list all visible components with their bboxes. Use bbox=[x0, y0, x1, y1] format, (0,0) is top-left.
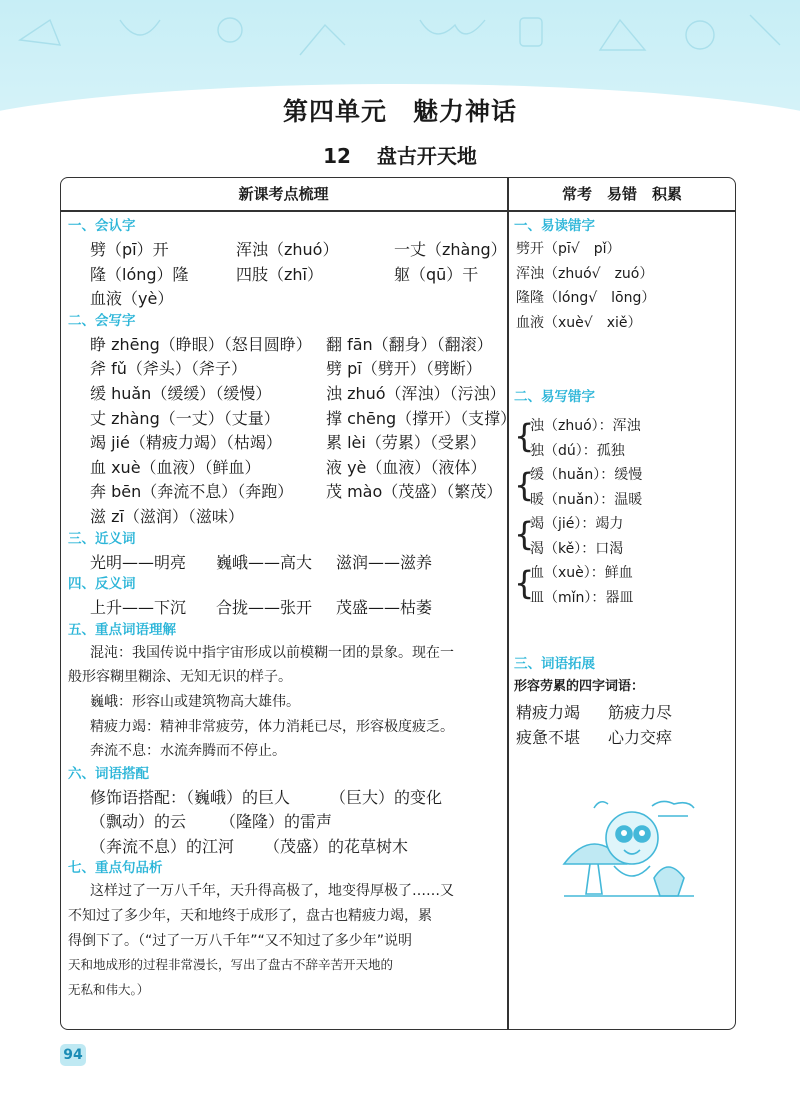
synonym-item: 光明——明亮 bbox=[90, 552, 187, 572]
misread-item: 隆隆（lóng√ lōng） bbox=[516, 290, 656, 307]
extension-row bbox=[514, 700, 732, 725]
write-row bbox=[68, 381, 506, 406]
write-item: 滋 zī（滋润）（滋味） bbox=[90, 506, 244, 526]
write-item: 累 lèi（劳累）（受累） bbox=[326, 433, 486, 453]
synonym-item: 滋润——滋养 bbox=[336, 552, 433, 572]
collocation-item: （茂盛）的花草树木 bbox=[264, 836, 409, 856]
miswrite-item: 渴（kě）：口渴 bbox=[530, 540, 624, 557]
left-column bbox=[68, 216, 517, 1002]
miswrite-item: 缓（huǎn）：缓慢 bbox=[530, 467, 643, 484]
write-item: 液 yè（血液）（液体） bbox=[326, 457, 487, 477]
antonym-row bbox=[68, 595, 502, 620]
recognize-item: 躯（qū）干 bbox=[394, 264, 479, 284]
brace-glyph: { bbox=[514, 417, 535, 456]
write-item: 翻 fān（翻身）（翻滚） bbox=[326, 334, 493, 354]
misread-item: 劈开（pī√ pǐ） bbox=[516, 241, 621, 257]
meaning-line: 混沌：我国传说中指宇宙形成以前模糊一团的景象。现在一 bbox=[90, 644, 454, 661]
extension-item: 心力交瘁 bbox=[608, 727, 673, 747]
recognize-item: 浑浊（zhuó） bbox=[236, 240, 339, 259]
section-title-miswrite: 二、易写错字 bbox=[514, 389, 595, 406]
lesson-title: 盘古开天地 bbox=[376, 144, 477, 168]
miswrite-item: 独（dú）：孤独 bbox=[530, 442, 625, 459]
write-item: 竭 jié（精疲力竭）（枯竭） bbox=[90, 433, 282, 453]
miswrite-pair bbox=[514, 463, 732, 512]
write-item: 斧 fǔ（斧头）（斧子） bbox=[90, 359, 247, 379]
write-item: 丈 zhàng（一丈）（丈量） bbox=[90, 408, 280, 428]
write-row bbox=[68, 479, 502, 504]
write-item: 睁 zhēng（睁眼）（怒目圆睁） bbox=[90, 334, 312, 354]
brace-glyph: { bbox=[514, 564, 535, 603]
meaning-line: 般形容糊里糊涂、无知无识的样子。 bbox=[68, 669, 292, 686]
write-row bbox=[68, 504, 502, 529]
extension-item: 筋疲力尽 bbox=[608, 702, 673, 722]
brace-glyph: { bbox=[514, 466, 535, 505]
synonym-row bbox=[68, 550, 502, 575]
miswrite-item: 竭（jié）：竭力 bbox=[530, 516, 624, 533]
analysis-line: 无私和伟大。） bbox=[68, 981, 150, 997]
write-row bbox=[68, 332, 502, 357]
section-title-write: 二、会写字 bbox=[68, 312, 136, 329]
analysis-line: 天和地成形的过程非常漫长，写出了盘古不辞辛苦开天地的 bbox=[68, 957, 394, 973]
collocation-item: （奔流不息）的江河 bbox=[90, 836, 235, 856]
recognize-item: 劈（pī）开 bbox=[90, 240, 169, 259]
meaning-line: 巍峨：形容山或建筑物高大雄伟。 bbox=[90, 693, 300, 710]
section-title-recognize: 一、会认字 bbox=[68, 218, 136, 234]
write-item: 浊 zhuó（浑浊）（污浊） bbox=[326, 383, 506, 403]
section-title-antonyms: 四、反义词 bbox=[68, 576, 136, 593]
write-item: 撑 chēng（撑开）（支撑） bbox=[326, 408, 517, 428]
miswrite-pair bbox=[514, 512, 732, 561]
write-item: 奔 bēn（奔流不息）（奔跑） bbox=[90, 482, 294, 502]
recognize-row bbox=[68, 237, 507, 262]
extension-item: 精疲力竭 bbox=[516, 702, 581, 722]
synonym-item: 巍峨——高大 bbox=[216, 552, 313, 572]
collocation-item: （隆隆）的雷声 bbox=[220, 812, 333, 832]
header-divider bbox=[60, 210, 736, 212]
section-title-word-meaning: 五、重点词语理解 bbox=[68, 621, 176, 638]
misread-item: 浑浊（zhuó√ zuó） bbox=[516, 265, 654, 282]
spacer bbox=[514, 335, 732, 387]
miswrite-pair bbox=[514, 561, 732, 610]
miswrite-item: 浊（zhuó）：浑浊 bbox=[530, 418, 641, 435]
meaning-line: 奔流不息：水流奔腾而不停止。 bbox=[90, 743, 286, 760]
write-row bbox=[68, 455, 502, 480]
write-item: 缓 huǎn（缓缓）（缓慢） bbox=[90, 383, 272, 403]
recognize-item: 血液（yè） bbox=[90, 289, 174, 309]
analysis-line: 这样过了一万八千年，天升得高极了，地变得厚极了……又 bbox=[90, 883, 454, 900]
left-column-heading: 新课考点梳理 bbox=[238, 185, 329, 203]
section-title-collocation: 六、词语搭配 bbox=[68, 765, 149, 782]
recognize-item: 隆（lóng）隆 bbox=[90, 264, 189, 284]
section-title-synonyms: 三、近义词 bbox=[68, 530, 136, 547]
antonym-item: 上升——下沉 bbox=[90, 598, 187, 618]
extension-subtitle: 形容劳累的四字词语： bbox=[514, 679, 645, 695]
recognize-item: 四肢（zhī） bbox=[236, 264, 323, 284]
unit-title: 第四单元 魅力神话 bbox=[282, 97, 517, 126]
meaning-line: 精疲力竭：精神非常疲劳，体力消耗已尽，形容极度疲乏。 bbox=[90, 718, 454, 735]
analysis-line: 得倒下了。（“过了一万八千年”“又不知过了多少年”说明 bbox=[68, 932, 413, 949]
write-item: 茂 mào（茂盛）（繁茂） bbox=[326, 482, 503, 502]
column-divider bbox=[507, 177, 509, 1030]
miswrite-item: 皿（mǐn）：器皿 bbox=[530, 589, 634, 606]
lesson-number: 12 bbox=[323, 144, 351, 168]
misread-item: 血液（xuè√ xiě） bbox=[516, 314, 642, 331]
section-title-misread: 一、易读错字 bbox=[514, 218, 595, 234]
right-column bbox=[514, 216, 732, 749]
miswrite-pair bbox=[514, 414, 732, 463]
spacer bbox=[514, 610, 732, 654]
analysis-line: 不知过了多少年，天和地终于成形了，盘古也精疲力竭，累 bbox=[68, 908, 432, 925]
collocation-item: （巨大）的变化 bbox=[330, 787, 443, 807]
extension-item: 疲惫不堪 bbox=[516, 727, 581, 747]
recognize-row bbox=[68, 286, 502, 311]
collocation-item: （飘动）的云 bbox=[90, 812, 187, 832]
collocation-row bbox=[68, 809, 502, 834]
write-row bbox=[68, 406, 517, 431]
recognize-row bbox=[68, 262, 502, 287]
write-item: 劈 pī（劈开）（劈断） bbox=[326, 359, 482, 379]
mascot-illustration bbox=[554, 786, 704, 906]
recognize-item: 一丈（zhàng） bbox=[394, 240, 507, 259]
page-number: 94 bbox=[60, 1044, 86, 1066]
right-column-heading: 常考 易错 积累 bbox=[561, 185, 682, 203]
extension-row bbox=[514, 725, 732, 750]
antonym-item: 茂盛——枯萎 bbox=[336, 598, 433, 618]
collocation-row bbox=[68, 834, 502, 859]
write-row bbox=[68, 430, 502, 455]
lesson-title-row bbox=[0, 140, 800, 169]
miswrite-item: 血（xuè）：鲜血 bbox=[530, 565, 633, 582]
section-title-word-extension: 三、词语拓展 bbox=[514, 656, 595, 673]
write-row bbox=[68, 356, 502, 381]
miswrite-item: 暖（nuǎn）：温暖 bbox=[530, 491, 643, 508]
header-doodle-decoration bbox=[0, 0, 800, 90]
collocation-item: 修饰语搭配：（巍峨）的巨人 bbox=[90, 787, 291, 807]
write-item: 血 xuè（血液）（鲜血） bbox=[90, 457, 261, 477]
brace-glyph: { bbox=[514, 515, 535, 554]
collocation-row bbox=[68, 785, 502, 810]
section-title-sentence-analysis: 七、重点句品析 bbox=[68, 860, 163, 877]
antonym-item: 合拢——张开 bbox=[216, 598, 313, 618]
